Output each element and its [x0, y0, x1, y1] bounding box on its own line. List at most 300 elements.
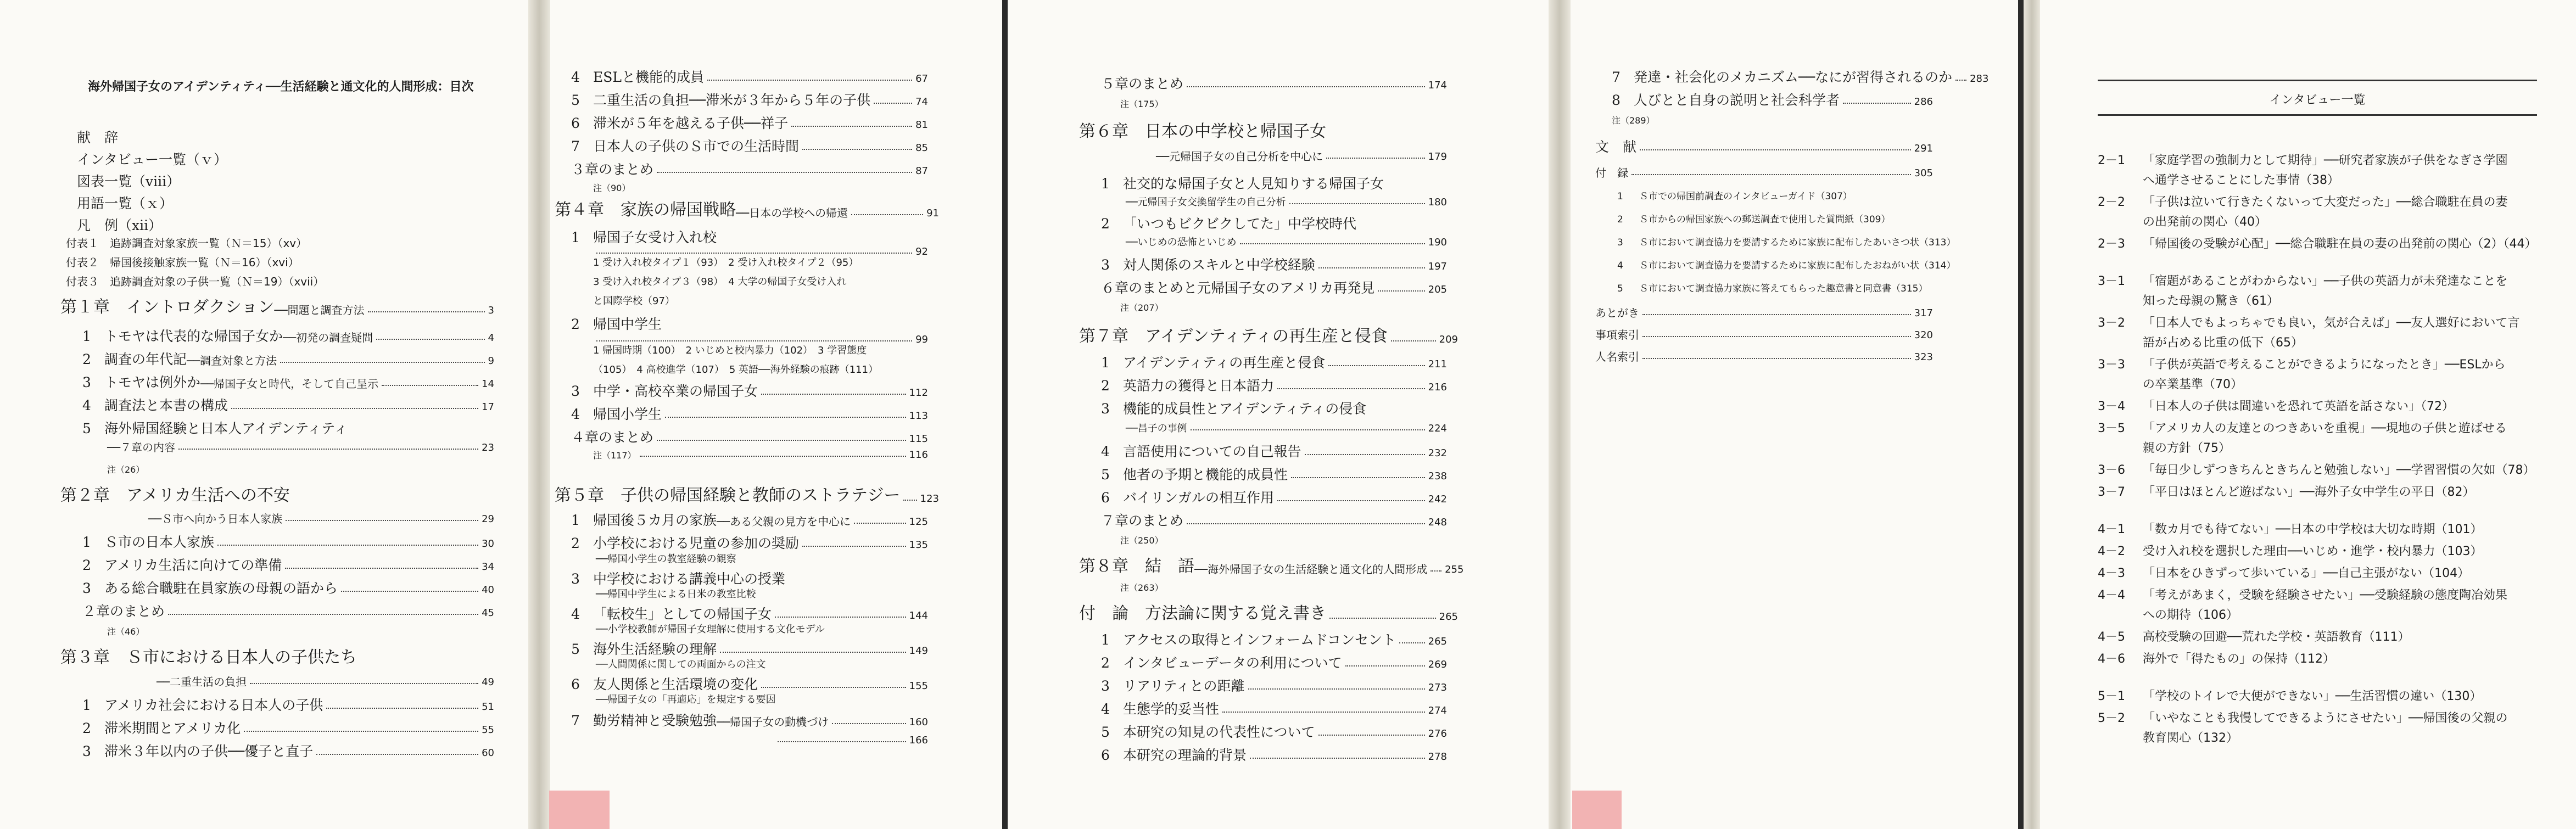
- interview-title: 「毎日少しずつきちんときちんと勉強しない」──学習習慣の欠如（78）: [2143, 463, 2535, 477]
- table-title: 追跡調査対象家族一覧（Ｎ＝15）（xv）: [110, 237, 308, 250]
- ch5-item-7: [571, 714, 928, 727]
- item-number: 6: [1101, 490, 1110, 506]
- chapter-subtitle: ──問題と調査方法: [274, 304, 365, 317]
- gutter-left: [528, 0, 550, 829]
- page-number: 29: [482, 513, 494, 525]
- interview-entry: [2098, 359, 2537, 371]
- item-number: 3: [571, 383, 580, 399]
- item-number: 3: [82, 743, 91, 759]
- interview-entry: [2098, 197, 2537, 209]
- item-number: 5: [82, 421, 91, 436]
- ch6-summary: [1101, 281, 1447, 295]
- item-title: トモヤは代表的な帰国子女か: [104, 328, 283, 344]
- name-index-entry: [1595, 351, 1933, 362]
- interview-title: 海外で「得たもの」の保持（112）: [2143, 652, 2335, 666]
- interview-entry: [2098, 631, 2537, 643]
- item-title: 海外帰国経験と日本人アイデンティティ: [104, 421, 348, 436]
- ch6-item-2-sub: [1126, 238, 1447, 248]
- item-title: 本研究の知見の代表性について: [1123, 724, 1315, 740]
- item-title: アメリカ生活に向けての準備: [104, 557, 282, 573]
- page-number: 113: [909, 410, 928, 422]
- interview-title: 受け入れ校を選択した理由──いじめ・進学・校内暴力（103）: [2143, 545, 2483, 558]
- chapter-8-heading: [1079, 557, 1464, 576]
- ch2-note: 注（46）: [107, 626, 145, 637]
- interview-entry: [2098, 713, 2537, 725]
- ch4-sub-2: 3 受け入れ校タイプ３（98） 4 大学の帰国子女受け入れ: [593, 276, 847, 288]
- item-number: 3: [82, 580, 91, 596]
- item-number: 7: [571, 138, 580, 154]
- interview-key: 4－1: [2098, 523, 2125, 536]
- page-number: 283: [1970, 73, 1989, 85]
- ch5-item-2-sub: ──帰国小学生の教室経験の観察: [596, 553, 736, 565]
- interview-key: 3－7: [2098, 485, 2125, 499]
- ch7-note: 注（250）: [1120, 535, 1164, 546]
- item-title: 機能的成員性とアイデンティティの侵食: [1123, 401, 1367, 417]
- ch6-item-3: [1101, 258, 1447, 272]
- item-title: 「いつもビクビクしてた」中学校時代: [1123, 216, 1357, 232]
- interview-title: 「子供が英語で考えることができるようになったとき」──ESLから: [2143, 358, 2506, 372]
- front-matter-0: 献 辞: [77, 130, 119, 145]
- front-matter-3: 用語一覧（ｘ）: [77, 195, 174, 211]
- page-number: 67: [915, 73, 928, 85]
- subject-index-entry: [1595, 329, 1933, 340]
- chapter-subtitle: ──元帰国子女の自己分析を中心に: [1156, 150, 1323, 163]
- item-title: 英語力の獲得と日本語力: [1123, 378, 1275, 394]
- item-title: 友人関係と生活環境の変化: [593, 676, 758, 692]
- chapter-title: 第７章 アイデンティティの再生産と侵食: [1079, 327, 1388, 346]
- ch1-item-2: [82, 352, 494, 366]
- interview-list-title: インタビュー一覧: [2269, 93, 2366, 107]
- page-number: 276: [1428, 728, 1447, 740]
- page-number: 49: [482, 676, 494, 688]
- interview-entry-cont: [2098, 216, 2537, 228]
- page-number: 265: [1428, 636, 1447, 647]
- ch4-sub-3: と国際学校（97）: [593, 295, 675, 307]
- chapter-7-heading: [1079, 328, 1458, 345]
- gutter-right: [2024, 0, 2040, 829]
- item-title: ５章のまとめ: [1101, 76, 1184, 92]
- appendix-table-2: [66, 257, 516, 268]
- interview-key: 3－1: [2098, 275, 2125, 288]
- item-number: 1: [571, 512, 580, 528]
- ch1-item-4: [82, 399, 494, 412]
- page-number: 9: [488, 355, 494, 367]
- page-number: 216: [1428, 382, 1447, 393]
- appendix-item-1: [1617, 192, 1993, 201]
- interview-entry: [2098, 276, 2537, 288]
- appendix-item-2: [1617, 215, 1993, 225]
- p4-note-1: 注（289）: [1612, 115, 1655, 126]
- ch5-item-2: [571, 536, 928, 550]
- ch6-note: 注（207）: [1120, 303, 1164, 313]
- page-number: 92: [915, 246, 928, 257]
- interview-title: 「宿題があることがわからない」──子供の英語力が未発達なことを: [2143, 275, 2508, 288]
- interview-title: 「平日はほとんど遊ばない」──海外子女中学生の平日（82）: [2143, 485, 2475, 499]
- interview-key: 4－6: [2098, 652, 2125, 666]
- item-number: 6: [571, 676, 580, 692]
- item-number: 2: [1101, 655, 1110, 671]
- interview-key: 3－5: [2098, 422, 2125, 435]
- item-title: 帰国小学生: [593, 406, 662, 422]
- ch2-item-3: [82, 581, 494, 595]
- item-title: Ｓ市での帰国前調査のインタビューガイド（307）: [1639, 191, 1852, 202]
- interview-entry-cont: [2098, 609, 2537, 621]
- interview-title: 「日本をひきずって歩いている」──自己主張がない（104）: [2143, 567, 2470, 580]
- item-subtitle: ──ある父親の見方を中心に: [717, 515, 851, 528]
- item-number: 1: [1101, 176, 1110, 192]
- item-number: 1: [571, 229, 580, 245]
- item-title: ４章のまとめ: [571, 429, 654, 445]
- item-number: 4: [82, 397, 91, 413]
- appendix-item-5: [1617, 284, 1993, 294]
- page-number: 155: [909, 680, 928, 692]
- page-number: 248: [1428, 517, 1447, 528]
- item-title: アメリカ社会における日本人の子供: [104, 697, 323, 713]
- ch3-item-1: [82, 698, 494, 712]
- item-title: 帰国後５カ月の家族: [593, 512, 717, 528]
- title-rule-top: [2098, 80, 2537, 81]
- p4-item-7: [1612, 69, 1989, 85]
- page-number: 305: [1914, 167, 1933, 179]
- app-item-1: [1101, 633, 1447, 647]
- item-subtitle: ──７章の内容: [107, 441, 176, 454]
- ch7-item-3-sub: [1126, 424, 1447, 434]
- table-title: 帰国後接触家族一覧（Ｎ＝16）（xvi）: [110, 256, 299, 269]
- p4-item-8: [1612, 93, 1933, 107]
- item-number: 2: [1101, 216, 1110, 232]
- interview-key: 4－4: [2098, 589, 2125, 602]
- chapter-subtitle: ──日本の学校への帰還: [736, 206, 848, 220]
- page-number: 278: [1428, 751, 1447, 763]
- app-item-3: [1101, 679, 1447, 693]
- item-number: 1: [82, 697, 91, 713]
- item-title: 対人関係のスキルと中学校経験: [1123, 257, 1315, 273]
- item-title: アイデンティティの再生産と侵食: [1123, 355, 1326, 371]
- item-title: 小学校における児童の参加の奨励: [593, 535, 800, 551]
- ch4-summary: [571, 430, 928, 444]
- ch8-note: 注（263）: [1120, 582, 1164, 593]
- note-ref: 注（117）: [593, 450, 636, 461]
- page-number: 291: [1914, 143, 1933, 154]
- page-number: 23: [482, 442, 494, 453]
- page-1-title: 海外帰国子女のアイデンティティ──生活経験と通文化的人間形成：目次: [88, 80, 474, 94]
- chapter-4-heading: [555, 202, 939, 219]
- ch5-item-4: [571, 607, 928, 621]
- interview-title: 高校受験の回避──荒れた学校・英語教育（111）: [2143, 630, 2410, 644]
- interview-entry: [2098, 423, 2537, 435]
- ch1-item-5-cont: [107, 442, 494, 453]
- item-title: 帰国中学生: [593, 316, 662, 332]
- interview-title: 語が占める比重の低下（65）: [2143, 336, 2303, 350]
- page-2: [555, 0, 972, 829]
- ch4-note: [593, 450, 928, 460]
- chapter-2-heading: 第２章 アメリカ生活への不安: [60, 486, 290, 505]
- item-number: 2: [82, 557, 91, 573]
- table-key: 付表３: [66, 275, 99, 288]
- interview-key: 2－3: [2098, 237, 2125, 251]
- item-number: 7: [571, 713, 580, 729]
- page-number: 179: [1428, 151, 1447, 163]
- item-number: 3: [82, 374, 91, 390]
- item-title: 生態学的妥当性: [1123, 701, 1220, 717]
- interview-title: 「日本人でもよっちゃでも良い，気が合えば」──友人選好において言: [2143, 316, 2520, 330]
- page-number: 116: [909, 449, 928, 461]
- item-number: 2: [1617, 214, 1623, 225]
- ch5-item-7-page: [774, 736, 928, 746]
- item-number: 1: [1617, 191, 1623, 202]
- p2-note-1: 注（90）: [593, 183, 631, 193]
- interview-entry: [2098, 486, 2537, 498]
- interview-key: 3－6: [2098, 463, 2125, 477]
- chapter-title: 第８章 結 語: [1079, 557, 1194, 576]
- interview-key: 5－2: [2098, 712, 2125, 725]
- interview-title: の卒業基準（70）: [2143, 378, 2243, 391]
- ch4-item-3: [571, 384, 928, 398]
- page-number: 242: [1428, 494, 1447, 505]
- item-number: 5: [1617, 283, 1623, 294]
- interview-entry: [2098, 524, 2537, 536]
- item-number: 1: [82, 534, 91, 550]
- ch2-summary: [82, 604, 494, 618]
- chapter-1-heading: [60, 299, 494, 316]
- item-title: ２章のまとめ: [82, 603, 165, 619]
- appendix-table-1: [66, 238, 516, 249]
- page-number: 51: [482, 701, 494, 713]
- item-title: 海外生活経験の理解: [593, 641, 717, 657]
- chapter-subtitle: ──Ｓ市へ向かう日本人家族: [148, 512, 283, 525]
- interview-key: 3－2: [2098, 316, 2125, 330]
- item-number: 2: [82, 351, 91, 367]
- page-number: 81: [915, 119, 928, 131]
- page-3: [1079, 0, 1535, 829]
- item-title: 文 献: [1595, 139, 1637, 155]
- page-number: 144: [909, 610, 928, 621]
- item-number: 6: [571, 115, 580, 131]
- item-number: 1: [82, 328, 91, 344]
- appendix-entry: [1595, 167, 1933, 178]
- ch7-item-3: [1101, 402, 1535, 416]
- ch6-item-1: [1101, 177, 1535, 191]
- item-number: 4: [571, 69, 580, 85]
- front-matter-1: インタビュー一覧（ｖ）: [77, 152, 228, 167]
- page-number: 17: [482, 401, 494, 413]
- table-key: 付表２: [66, 256, 99, 269]
- ch5-item-6: [571, 677, 928, 691]
- item-title: Ｓ市からの帰国家族への郵送調査で使用した質問紙（309）: [1639, 214, 1891, 225]
- page-number: 166: [909, 735, 928, 746]
- ch5-item-5: [571, 642, 928, 656]
- item-title: Ｓ市において調査協力を要請するために家族に配布したおねがい状（314）: [1639, 260, 1956, 271]
- page-number: 180: [1428, 197, 1447, 208]
- appendix-table-3: [66, 276, 516, 287]
- item-number: 5: [571, 641, 580, 657]
- interview-key: 2－2: [2098, 195, 2125, 209]
- interview-title: 「日本人の子供は間違いを恐れて英語を話さない」（72）: [2143, 400, 2454, 413]
- afterword-entry: [1595, 307, 1933, 318]
- gutter-middle: [1549, 0, 1571, 829]
- ch5-item-1: [571, 513, 928, 527]
- chapter-title: 付 論 方法論に関する覚え書き: [1079, 604, 1326, 623]
- item-title: ３章のまとめ: [571, 161, 654, 177]
- page-number: 286: [1914, 96, 1933, 108]
- item-title: 事項索引: [1595, 328, 1639, 341]
- item-number: 5: [1101, 467, 1110, 483]
- interview-title: 「学校のトイレで大便ができない」──生活習慣の違い（130）: [2143, 690, 2482, 703]
- middle-spread: [1008, 0, 2018, 829]
- appendix-item-3: [1617, 238, 1993, 248]
- item-title: 滞米が５年を越える子供──祥子: [593, 115, 789, 131]
- chapter-3-subtitle: [157, 676, 494, 687]
- item-number: 2: [82, 720, 91, 736]
- page-1: [60, 0, 516, 829]
- page-number: 224: [1428, 423, 1447, 434]
- ch7-item-1: [1101, 356, 1447, 369]
- table-key: 付表１: [66, 237, 99, 250]
- interview-title: 親の方針（75）: [2143, 441, 2231, 455]
- right-page: [2024, 0, 2576, 829]
- interview-title: 「アメリカ人の友達とのつきあいを重視」──現地の子供と遊ばせる: [2143, 422, 2507, 435]
- item-title: 二重生活の負担──滞米が３年から５年の子供: [593, 92, 871, 108]
- ch4-sub-4: 1 帰国時期（100） 2 いじめと校内暴力（102） 3 学習態度: [593, 345, 867, 356]
- interview-title: の出発前の関心（40）: [2143, 215, 2267, 229]
- page-number: 174: [1428, 80, 1447, 91]
- item-number: 5: [1101, 724, 1110, 740]
- item-title: ６章のまとめと元帰国子女のアメリカ再発見: [1101, 280, 1375, 296]
- page-4: [1576, 0, 1993, 829]
- item-subtitle: ──帰国子女と時代，そして自己呈示: [200, 377, 379, 390]
- page-number: 125: [909, 516, 928, 528]
- item-title: 本研究の理論的背景: [1123, 747, 1247, 763]
- page-number: 87: [915, 165, 928, 177]
- item-number: 4: [1617, 260, 1623, 271]
- ch2-item-2: [82, 558, 494, 572]
- ch7-item-6: [1101, 491, 1447, 505]
- item-subtitle: ──昌子の事例: [1126, 423, 1187, 434]
- page-number: 112: [909, 387, 928, 399]
- item-title: Ｓ市の日本人家族: [104, 534, 215, 550]
- page-number: 30: [482, 538, 494, 550]
- ch4-sub-1: 1 受け入れ校タイプ１（93） 2 受け入れ校タイプ２（95）: [593, 257, 859, 268]
- front-matter-4: 凡 例（xii）: [77, 217, 163, 233]
- interview-entry: [2098, 238, 2537, 250]
- item-title: 発達・社会化のメカニズム──なにが習得されるのか: [1634, 69, 1953, 85]
- item-title: 「転校生」としての帰国子女: [593, 606, 772, 622]
- ch6-item-1-sub: [1126, 198, 1447, 208]
- ch7-summary: [1101, 514, 1447, 528]
- item-number: 5: [571, 92, 580, 108]
- interview-key: 4－2: [2098, 545, 2125, 558]
- app-item-2: [1101, 656, 1447, 670]
- page-number: 135: [909, 539, 928, 551]
- ch1-item-3: [82, 376, 494, 389]
- chapter-subtitle: ──二重生活の負担: [157, 675, 247, 688]
- interview-key: 4－3: [2098, 567, 2125, 580]
- item-title: トモヤは例外か: [104, 374, 201, 390]
- item-number: 2: [571, 535, 580, 551]
- item-title: あとがき: [1595, 306, 1639, 320]
- p2-item-5: [571, 93, 928, 107]
- page-number: 4: [488, 332, 494, 344]
- item-title: 日本人の子供のＳ市での生活時間: [593, 138, 800, 154]
- item-title: 調査法と本書の構成: [104, 397, 228, 413]
- item-number: 3: [1101, 257, 1110, 273]
- front-matter-2: 図表一覧（viii）: [77, 173, 181, 189]
- item-title: 中学校における講義中心の授業: [593, 571, 786, 587]
- item-subtitle: ──調査対象と方法: [187, 354, 277, 367]
- chapter-title: 第５章 子供の帰国経験と教師のストラテジー: [555, 486, 901, 505]
- item-number: 3: [1101, 678, 1110, 694]
- interview-key: 3－3: [2098, 358, 2125, 372]
- left-spread: [0, 0, 1002, 829]
- item-number: 3: [1101, 401, 1110, 417]
- chapter-title: 第１章 イントロダクション: [60, 298, 275, 317]
- item-subtitle: ──いじめの恐怖といじめ: [1126, 237, 1237, 248]
- chapter-3-heading: 第３章 Ｓ市における日本人の子供たち: [60, 648, 357, 667]
- item-title: 帰国子女受け入れ校: [593, 229, 717, 245]
- interview-title: 「家庭学習の強制力として期待」──研究者家族が子供をなぎさ学園: [2143, 154, 2508, 167]
- page-number: 115: [909, 433, 928, 445]
- item-title: 人名索引: [1595, 350, 1639, 363]
- ch1-item-5: [82, 422, 516, 435]
- page-number: 74: [915, 96, 928, 108]
- item-subtitle: ──元帰国子女交換留学生の自己分析: [1126, 197, 1286, 208]
- item-number: 4: [571, 406, 580, 422]
- app-item-4: [1101, 702, 1447, 716]
- chapter-6-subtitle: [1156, 151, 1447, 162]
- page-number: 320: [1914, 329, 1933, 341]
- item-number: 3: [571, 571, 580, 587]
- ch5-item-5-sub: ──人間関係に関しての両面からの注文: [596, 659, 766, 670]
- item-title: ESLと機能的成員: [593, 69, 704, 85]
- page-number: 274: [1428, 705, 1447, 716]
- page-number: 205: [1428, 284, 1447, 295]
- p3-note-1: 注（175）: [1120, 99, 1164, 109]
- interview-entry: [2098, 568, 2537, 580]
- ch4-item-2-page: [593, 335, 928, 345]
- page-number: 60: [482, 747, 494, 759]
- chapter-2-subtitle: [148, 513, 494, 524]
- ch5-item-6-sub: ──帰国子女の「再適応」を規定する要因: [596, 694, 776, 705]
- interview-entry: [2098, 691, 2537, 703]
- interview-title: への期待（106）: [2143, 608, 2238, 622]
- interview-entry: [2098, 317, 2537, 329]
- interview-entry: [2098, 590, 2537, 602]
- page-number: 45: [482, 607, 494, 619]
- item-title: 社交的な帰国子女と人見知りする帰国子女: [1123, 176, 1384, 192]
- p2-item-4: [571, 70, 928, 84]
- page-number: 34: [482, 561, 494, 573]
- item-number: 3: [1617, 237, 1623, 248]
- ch4-sub-5: （105） 4 高校進学（107） 5 英語──海外経験の痕跡（111）: [593, 364, 879, 376]
- page-number: 3: [488, 305, 494, 316]
- interview-title: へ通学させることにした事情（38）: [2143, 173, 2339, 187]
- page-number: 232: [1428, 447, 1447, 459]
- interview-title: 「帰国後の受験が心配」──総合職駐在員の妻の出発前の関心（2）（44）: [2143, 237, 2537, 251]
- item-title: アクセスの取得とインフォームドコンセント: [1123, 632, 1396, 648]
- item-subtitle: ──帰国子女の動機づけ: [717, 715, 829, 729]
- p2-item-7: [571, 139, 928, 153]
- page-number: 91: [926, 208, 939, 219]
- page-number: 273: [1428, 682, 1447, 693]
- title-rule-bottom: [2098, 114, 2537, 116]
- interview-entry-cont: [2098, 175, 2537, 187]
- p2-ch3-summary: [571, 163, 928, 176]
- ch4-item-1: [571, 231, 972, 244]
- ch4-item-1-page: [593, 247, 928, 257]
- item-title: 他者の予期と機能的成員性: [1123, 467, 1288, 483]
- chapter-5-heading: [555, 488, 939, 504]
- item-title: 滞米期間とアメリカ化: [104, 720, 241, 736]
